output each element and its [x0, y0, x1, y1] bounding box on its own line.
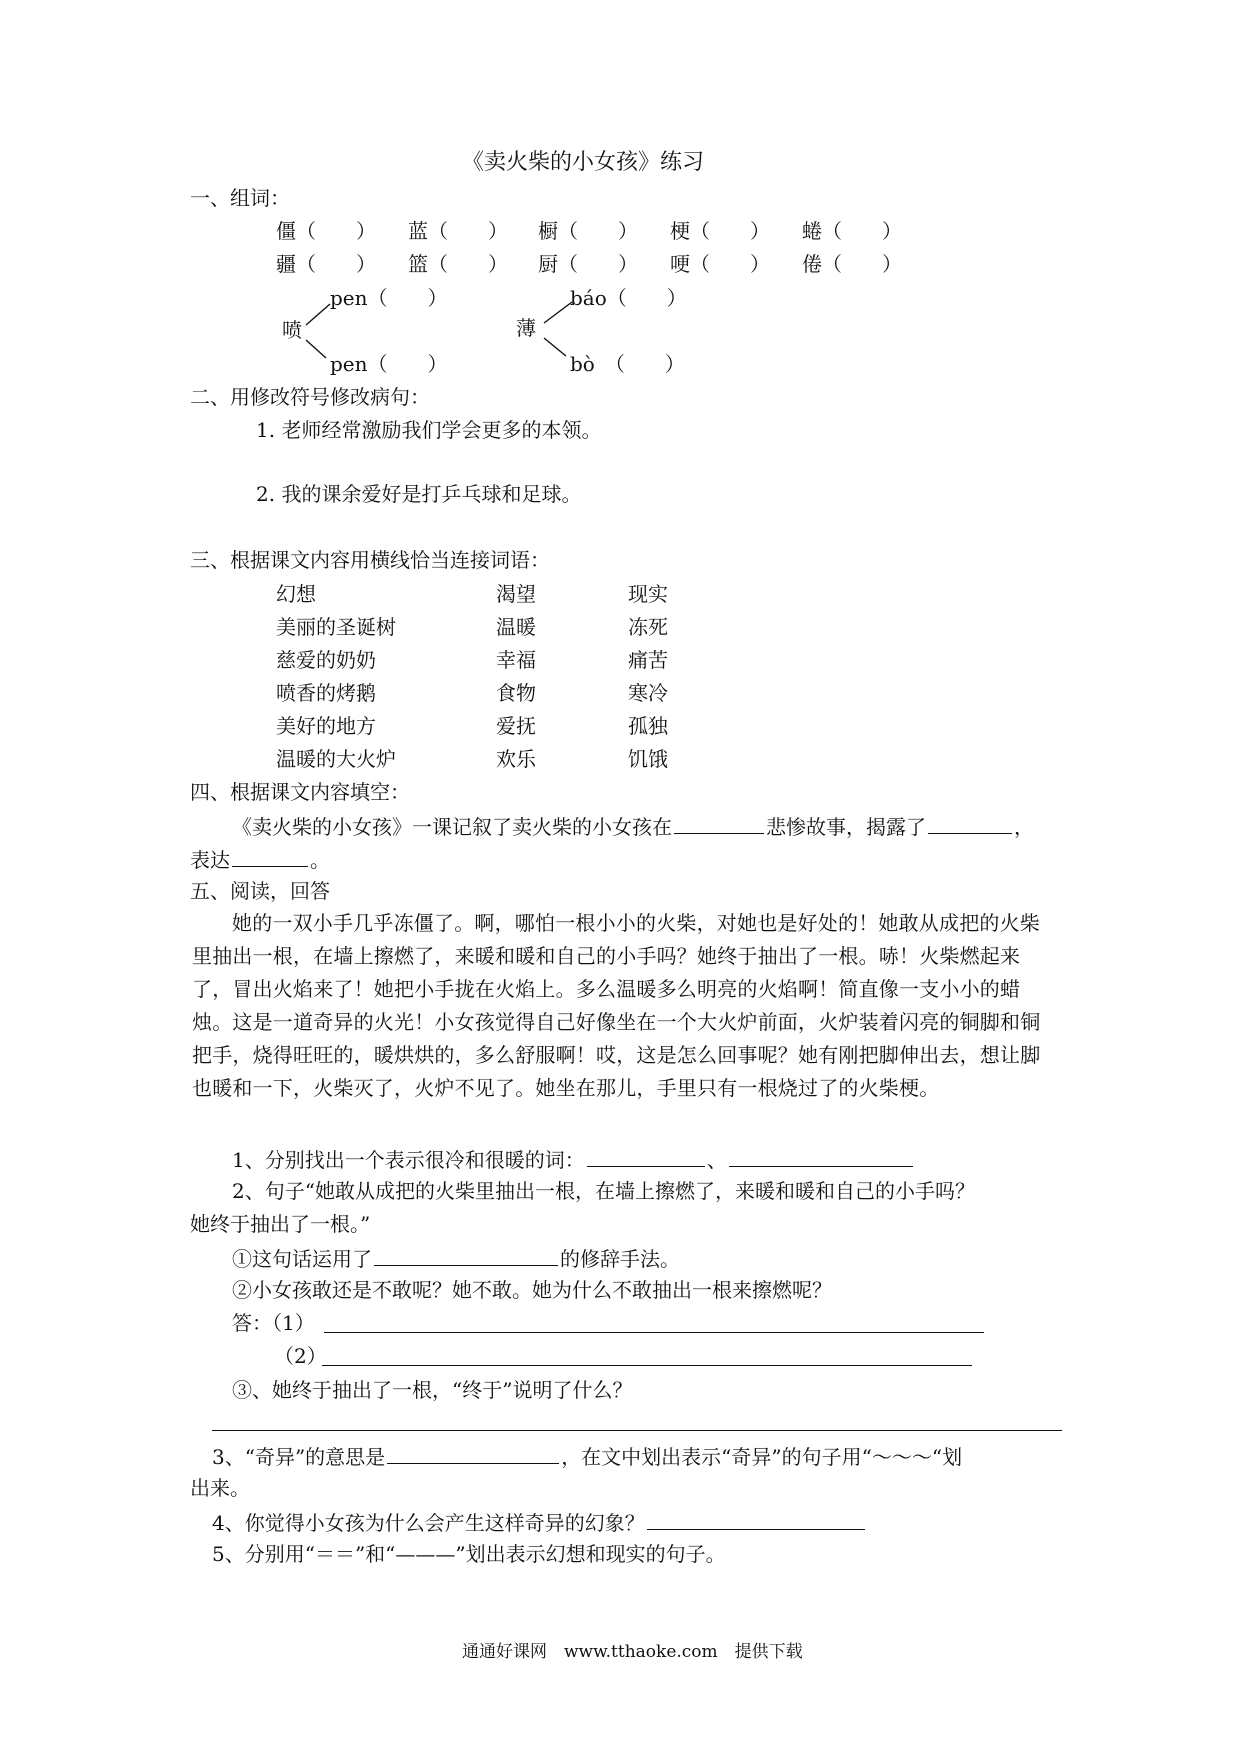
match-word: 美丽的圣诞树: [276, 615, 396, 639]
blank-line[interactable]: [387, 1445, 559, 1464]
section-3-heading: 三、根据课文内容用横线恰当连接词语：: [190, 548, 550, 572]
section-4-heading: 四、根据课文内容填空：: [190, 780, 410, 804]
answer-line-2[interactable]: [322, 1365, 972, 1366]
reading-passage: 她的一双小手几乎冻僵了。啊，哪怕一根小小的火柴，对她也是好处的！她敢从成把的火柴里抽出一根，在墙上擦燃了，来暖和暖和自己的小手吗？她终于抽出了一根。哧！火柴燃起来了，冒出火焰来了！她把小手拢在火焰上。多么温暖多么明亮的火焰啊！简直像一支小小的蜡烛。这是一道奇异的火光！小女孩觉得自己好像坐在一个大火炉前面，火炉装着闪亮的铜脚和铜把手，烧得旺旺的，暖烘烘的，多么舒服啊！哎，这是怎么回事呢？她有刚把脚伸出去，想让脚也暖和一下，火柴灭了，火炉不见了。她坐在那儿，手里只有一根烧过了的火柴梗。: [192, 911, 1041, 1100]
match-word: 寒冷: [628, 681, 668, 705]
section-5-heading: 五、阅读，回答: [190, 879, 330, 903]
match-word: 痛苦: [628, 648, 668, 672]
fill-line-2: [190, 848, 330, 870]
fill-text: 《卖火柴的小女孩》一课记叙了卖火柴的小女孩在: [232, 815, 672, 839]
section-2-heading: 二、用修改符号修改病句：: [190, 385, 430, 409]
match-word: 欢乐: [496, 747, 536, 771]
match-word: 爱抚: [496, 714, 536, 738]
match-word: 孤独: [628, 714, 668, 738]
match-word: 渴望: [496, 582, 536, 606]
blank-line[interactable]: [587, 1148, 705, 1167]
word-item: 篮（ ）: [408, 252, 508, 276]
question-text: ，在文中划出表示“奇异”的句子用“～～～“划: [561, 1445, 963, 1469]
match-word: 饥饿: [628, 747, 668, 771]
blank-line[interactable]: [729, 1148, 913, 1167]
fill-text: 。: [310, 848, 330, 872]
fill-line-1: [232, 815, 1034, 837]
question-3: [212, 1445, 962, 1467]
blank-line[interactable]: [928, 815, 1012, 834]
question-2-cont: 她终于抽出了一根。”: [190, 1212, 371, 1236]
polyphone-reading: pen（ ）: [330, 286, 448, 310]
polyphone-reading: báo（ ）: [570, 286, 687, 310]
question-text: 的修辞手法。: [560, 1247, 680, 1271]
word-item: 倦（ ）: [802, 252, 902, 276]
fill-text: 表达: [190, 848, 230, 872]
question-2-3: ③、她终于抽出了一根，“终于”说明了什么？: [232, 1378, 633, 1402]
question-2-1: [232, 1247, 680, 1269]
blank-line[interactable]: [674, 815, 764, 834]
polyphone-reading: pen（ ）: [330, 352, 448, 376]
match-word: 温暖的大火炉: [276, 747, 396, 771]
question-text: 、: [706, 1148, 727, 1172]
answer-line-3[interactable]: [212, 1430, 1062, 1431]
blank-line[interactable]: [232, 848, 308, 867]
question-2: 2、句子“她敢从成把的火柴里抽出一根，在墙上擦燃了，来暖和暖和自己的小手吗？: [232, 1179, 975, 1203]
word-item: 僵（ ）: [276, 219, 376, 243]
answer-label-2: （2）: [274, 1344, 327, 1368]
polyphone-reading: bò （ ）: [570, 352, 685, 376]
match-word: 温暖: [496, 615, 536, 639]
match-word: 冻死: [628, 615, 668, 639]
word-item: 疆（ ）: [276, 252, 376, 276]
sentence-item: 2. 我的课余爱好是打乒乓球和足球。: [256, 482, 582, 506]
match-word: 食物: [496, 681, 536, 705]
match-word: 现实: [628, 582, 668, 606]
word-item: 橱（ ）: [538, 219, 638, 243]
match-word: 美好的地方: [276, 714, 376, 738]
fill-text: ，: [1014, 815, 1034, 839]
word-item: 厨（ ）: [538, 252, 638, 276]
page-title: 《卖火柴的小女孩》练习: [462, 150, 705, 175]
question-1: [232, 1148, 915, 1170]
match-word: 幸福: [496, 648, 536, 672]
polyphone-char: 薄: [516, 316, 536, 340]
question-text: ①这句话运用了: [232, 1247, 372, 1271]
word-item: 哽（ ）: [670, 252, 770, 276]
match-word: 慈爱的奶奶: [276, 648, 376, 672]
answer-label-1: 答：（1）: [232, 1311, 315, 1335]
question-text: 1、分别找出一个表示很冷和很暖的词：: [232, 1148, 585, 1172]
word-item: 梗（ ）: [670, 219, 770, 243]
fill-text: 悲惨故事，揭露了: [766, 815, 926, 839]
page-footer: 通通好课网 www.tthaoke.com 提供下载: [462, 1642, 803, 1662]
match-word: 喷香的烤鹅: [276, 681, 376, 705]
section-1-heading: 一、组词：: [190, 186, 290, 210]
word-item: 蜷（ ）: [802, 219, 902, 243]
question-text: 3、“奇异”的意思是: [212, 1445, 386, 1469]
question-5: 5、分别用“＝＝”和“———”划出表示幻想和现实的句子。: [212, 1542, 726, 1566]
question-2-2: ②小女孩敢还是不敢呢？她不敢。她为什么不敢抽出一根来擦燃呢？: [232, 1278, 832, 1302]
answer-line-1[interactable]: [324, 1332, 984, 1333]
blank-line[interactable]: [647, 1511, 865, 1530]
polyphone-branch-lines: [0, 0, 1240, 400]
question-text: 4、你觉得小女孩为什么会产生这样奇异的幻象？: [212, 1511, 645, 1535]
word-item: 蓝（ ）: [408, 219, 508, 243]
blank-line[interactable]: [374, 1247, 558, 1266]
sentence-item: 1. 老师经常激励我们学会更多的本领。: [256, 418, 602, 442]
polyphone-char: 喷: [282, 318, 302, 342]
match-word: 幻想: [276, 582, 316, 606]
question-3-cont: 出来。: [190, 1476, 250, 1500]
question-4: [212, 1511, 867, 1533]
